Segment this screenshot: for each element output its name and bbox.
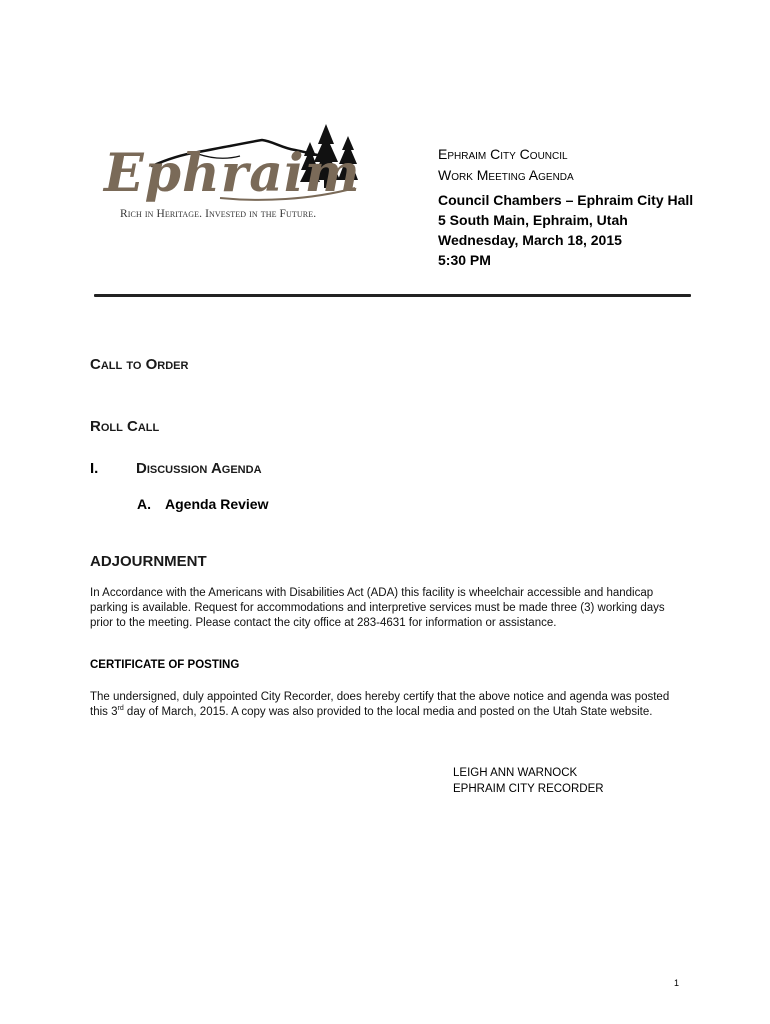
- signature-block: [453, 765, 604, 797]
- ephraim-logo: [100, 118, 375, 230]
- ada-notice: In Accordance with the Americans with Disabilities Act (ADA) this facility is wheelchair accessible and handicap parking is available. Request for accommodations and interpretive services must be made three (3) working days prior to the meeting. Please contact the city office at 283-4631 for information or assistance.: [90, 587, 665, 629]
- agenda-title: Work Meeting Agenda: [438, 167, 574, 183]
- certificate-title: CERTIFICATE OF POSTING: [90, 659, 240, 671]
- page-number: 1: [674, 978, 680, 988]
- adjournment-heading: ADJOURNMENT: [90, 553, 207, 570]
- discussion-numeral: I.: [90, 460, 99, 477]
- meeting-location: Council Chambers – Ephraim City Hall: [438, 192, 694, 208]
- certificate-text: [90, 690, 690, 720]
- agenda-item-a: [137, 496, 268, 512]
- council-title: Ephraim City Council: [438, 146, 568, 162]
- discussion-agenda-heading: Discussion Agenda: [136, 460, 262, 477]
- logo-wordmark: Ephraim: [104, 143, 361, 204]
- meeting-address: 5 South Main, Ephraim, Utah: [438, 212, 628, 228]
- recorder-title: EPHRAIM CITY RECORDER: [453, 783, 604, 795]
- call-to-order-heading: Call to Order: [90, 356, 189, 373]
- header-divider: [94, 294, 691, 297]
- agenda-item-a-label: A.: [137, 496, 151, 512]
- roll-call-heading: Roll Call: [90, 418, 160, 435]
- logo-tagline: Rich in Heritage. Invested in the Future.: [120, 208, 317, 220]
- meeting-header: [438, 144, 693, 270]
- meeting-time: 5:30 PM: [438, 252, 491, 268]
- certificate-text-before: The undersigned, duly appointed City Recorder, does hereby certify that the above notice and agenda was posted this 3: [90, 691, 670, 718]
- certificate-text-after: day of March, 2015. A copy was also provided to the local media and posted on the Utah State website.: [123, 706, 653, 718]
- agenda-item-a-text: Agenda Review: [165, 496, 269, 512]
- meeting-date: Wednesday, March 18, 2015: [438, 232, 622, 248]
- certificate-superscript: rd: [117, 705, 124, 713]
- recorder-name: LEIGH ANN WARNOCK: [453, 767, 578, 779]
